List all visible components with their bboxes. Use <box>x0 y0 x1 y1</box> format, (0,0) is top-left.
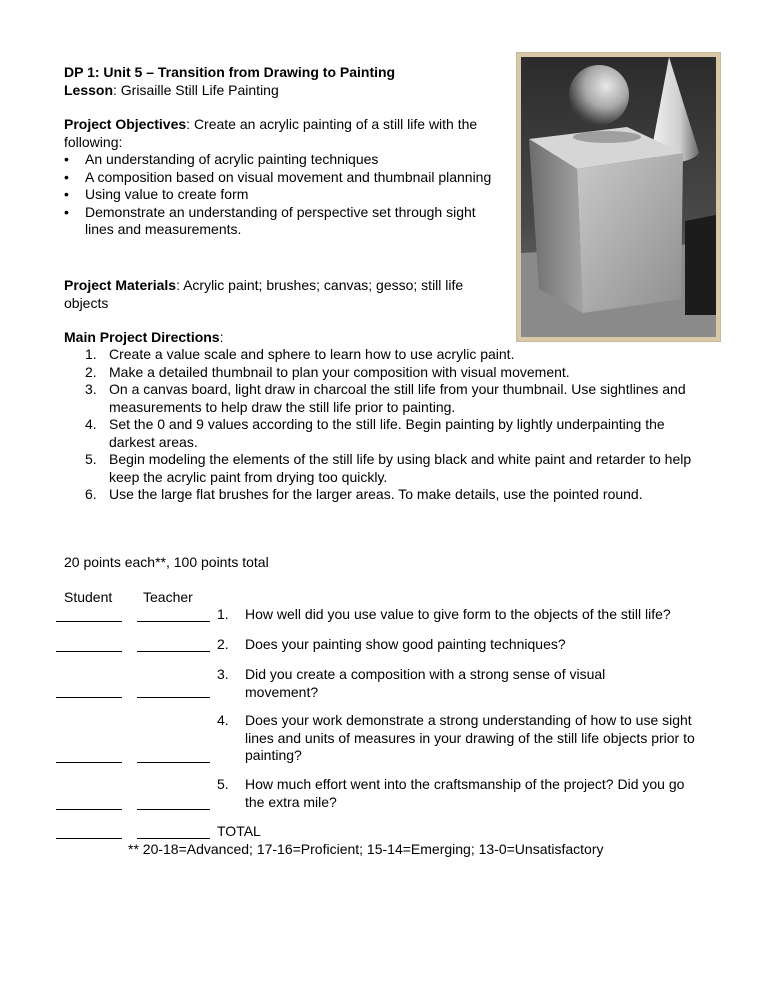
list-item: • Demonstrate an understanding of perspective set through sight lines and measurements. <box>64 204 494 239</box>
page-title: DP 1: Unit 5 – Transition from Drawing to Painting <box>64 64 396 80</box>
teacher-score-line-1[interactable] <box>137 621 210 622</box>
list-item: • A composition based on visual movement and thumbnail planning <box>64 169 494 187</box>
objectives-intro: Project Objectives: Create an acrylic painting of a still life with the following: <box>64 116 478 150</box>
document-heading <box>64 64 504 99</box>
list-item: 4. Set the 0 and 9 values according to the still life. Begin painting by lightly underpainting the darkest areas. <box>85 416 665 450</box>
materials-line: Project Materials: Acrylic paint; brushes; canvas; gesso; still life objects <box>64 277 464 311</box>
rubric-question-1: 1. How well did you use value to give form to the objects of the still life? <box>217 606 671 622</box>
teacher-total-line[interactable] <box>137 838 210 839</box>
teacher-score-line-4[interactable] <box>137 762 210 763</box>
list-item: • An understanding of acrylic painting techniques <box>64 151 494 169</box>
directions-heading: Main Project Directions: <box>64 329 224 345</box>
student-score-line-1[interactable] <box>56 621 122 622</box>
list-item: 2. Make a detailed thumbnail to plan your composition with visual movement. <box>85 363 570 380</box>
list-item: 5. Begin modeling the elements of the still life by using black and white paint and retarder to help keep the acrylic paint from drying too quickly. <box>85 451 692 485</box>
teacher-score-line-5[interactable] <box>137 809 210 810</box>
student-column-header: Student <box>64 589 113 605</box>
list-item: 3. On a canvas board, light draw in charcoal the still life from your thumbnail. Use sightlines and measurements to help draw the still life prior to painting. <box>85 381 686 415</box>
rubric-question-5: 5. How much effort went into the craftsmanship of the project? Did you go the extra mile? <box>217 776 685 810</box>
student-score-line-2[interactable] <box>56 651 122 652</box>
objectives-list <box>64 151 494 239</box>
rubric-question-2: 2. Does your painting show good painting techniques? <box>217 636 566 652</box>
grading-scale-note: ** 20-18=Advanced; 17-16=Proficient; 15-14=Emerging; 13-0=Unsatisfactory <box>128 841 604 857</box>
still-life-painting-image <box>516 52 721 342</box>
lesson-line: Lesson: Grisaille Still Life Painting <box>64 81 279 98</box>
student-score-line-4[interactable] <box>56 762 122 763</box>
student-score-line-5[interactable] <box>56 809 122 810</box>
points-note: 20 points each**, 100 points total <box>64 554 269 570</box>
student-total-line[interactable] <box>56 838 122 839</box>
list-item: 1. Create a value scale and sphere to learn how to use acrylic paint. <box>85 346 515 362</box>
total-label: TOTAL <box>217 823 261 839</box>
rubric-question-3: 3. Did you create a composition with a strong sense of visual movement? <box>217 666 606 700</box>
student-score-line-3[interactable] <box>56 697 122 698</box>
teacher-score-line-3[interactable] <box>137 697 210 698</box>
rubric-question-4: 4. Does your work demonstrate a strong understanding of how to use sight lines and units of measures in your drawing of the still life objects prior to painting? <box>217 712 695 763</box>
teacher-column-header: Teacher <box>143 589 193 605</box>
grisaille-illustration <box>517 53 720 341</box>
list-item: 6. Use the large flat brushes for the larger areas. To make details, use the pointed round. <box>85 486 643 502</box>
list-item: • Using value to create form <box>64 186 494 204</box>
directions-list <box>64 346 714 504</box>
teacher-score-line-2[interactable] <box>137 651 210 652</box>
